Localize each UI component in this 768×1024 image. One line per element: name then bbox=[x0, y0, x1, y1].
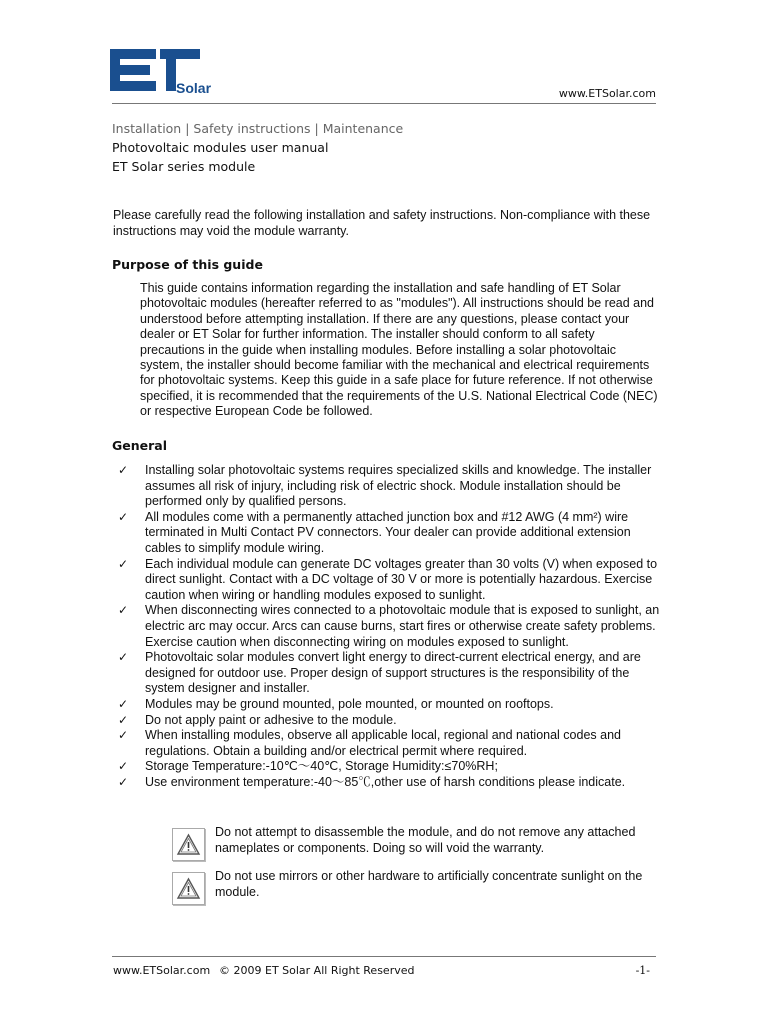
list-item: ✓ All modules come with a permanently attached junction box and #12 AWG (4 mm²) wire terminated in Multi Contact PV connectors. Your dealer can provide additional extension cables to simplify module wiring. bbox=[118, 509, 631, 555]
intro-paragraph: Please carefully read the following installation and safety instructions. Non-compliance with these instructions may void the module warranty. bbox=[113, 208, 651, 238]
header-divider bbox=[112, 103, 656, 104]
checkmark-icon: ✓ bbox=[118, 650, 129, 665]
checkmark-icon: ✓ bbox=[118, 759, 129, 774]
checkmark-icon: ✓ bbox=[118, 603, 129, 618]
purpose-heading: Purpose of this guide bbox=[112, 257, 263, 272]
document-categories: Installation | Safety instructions | Maintenance bbox=[112, 121, 404, 136]
list-item: ✓ Storage Temperature:-10℃～40℃, Storage Humidity:≤70%RH; bbox=[118, 759, 498, 774]
purpose-paragraph: This guide contains information regarding the installation and safe handling of ET Solar photovoltaic modules (hereafter referred to as "modules"). All instructions should be read and understood before attempting installation. If there are any questions, please contact your dealer or ET Solar for further information. The installer should conform to all safety precautions in the guide when installing modules. Before installing a solar photovoltaic system, the installer should become familiar with the mechanical and electrical requirements for photovoltaic systems. Keep this guide in a safe place for future reference. If not otherwise specified, it is recommended that the requirements of the U.S. National Electrical Code (NEC) or respective European Code be followed. bbox=[140, 281, 658, 419]
list-item: ✓ When disconnecting wires connected to a photovoltaic module that is exposed to sunlight, an electric arc may occur. Arcs can cause burns, start fires or otherwise create safety problems. Exercise caution when disconnecting wiring on modules exposed to sunlight. bbox=[118, 603, 660, 649]
document-title: Photovoltaic modules user manual bbox=[112, 140, 329, 155]
checkmark-icon: ✓ bbox=[118, 712, 129, 727]
checkmark-icon: ✓ bbox=[118, 463, 129, 477]
checkmark-icon: ✓ bbox=[118, 728, 129, 743]
logo-wordmark: Solar bbox=[176, 80, 212, 96]
list-item: ✓ Do not apply paint or adhesive to the module. bbox=[118, 712, 397, 727]
warning-text: Do not use mirrors or other hardware to artificially concentrate sunlight on the module. bbox=[215, 869, 643, 899]
list-item: ✓ Photovoltaic solar modules convert light energy to direct-current electrical energy, and are designed for outdoor use. Proper design of support structures is the responsibility of the system designer and installer. bbox=[118, 650, 641, 696]
checkmark-icon: ✓ bbox=[118, 696, 129, 711]
warning-triangle-icon bbox=[172, 828, 205, 861]
warning-text: Do not attempt to disassemble the module, and do not remove any attached nameplates or components. Doing so will void the warranty. bbox=[215, 825, 636, 855]
list-item: ✓ Use environment temperature:-40～85℃,other use of harsh conditions please indicate. bbox=[118, 774, 626, 789]
general-checklist bbox=[118, 463, 663, 790]
footer-divider bbox=[112, 956, 656, 957]
list-item: ✓ Each individual module can generate DC voltages greater than 30 volts (V) when exposed to direct sunlight. Contact with a DC voltage of 30 V or more is potentially hazardous. Exercise caution when wiring or handling modules exposed to sunlight. bbox=[118, 556, 658, 602]
document-subtitle: ET Solar series module bbox=[112, 159, 256, 174]
warning-triangle-icon bbox=[172, 872, 205, 905]
checkmark-icon: ✓ bbox=[118, 509, 129, 524]
page-number: -1- bbox=[635, 964, 650, 977]
list-item: ✓ When installing modules, observe all applicable local, regional and national codes and regulations. Obtain a building and/or electrical permit where required. bbox=[118, 728, 621, 758]
header-website[interactable]: www.ETSolar.com bbox=[558, 87, 656, 100]
checkmark-icon: ✓ bbox=[118, 774, 129, 789]
footer-copyright: © 2009 ET Solar All Right Reserved bbox=[219, 964, 415, 977]
list-item: ✓ Installing solar photovoltaic systems requires specialized skills and knowledge. The installer assumes all risk of injury, including risk of electric shock. Module installation should be performed only by qualified persons. bbox=[118, 463, 652, 509]
list-item: ✓ Modules may be ground mounted, pole mounted, or mounted on rooftops. bbox=[118, 696, 554, 711]
general-heading: General bbox=[112, 438, 167, 453]
footer-website[interactable]: www.ETSolar.com bbox=[113, 964, 211, 977]
checkmark-icon: ✓ bbox=[118, 556, 129, 571]
